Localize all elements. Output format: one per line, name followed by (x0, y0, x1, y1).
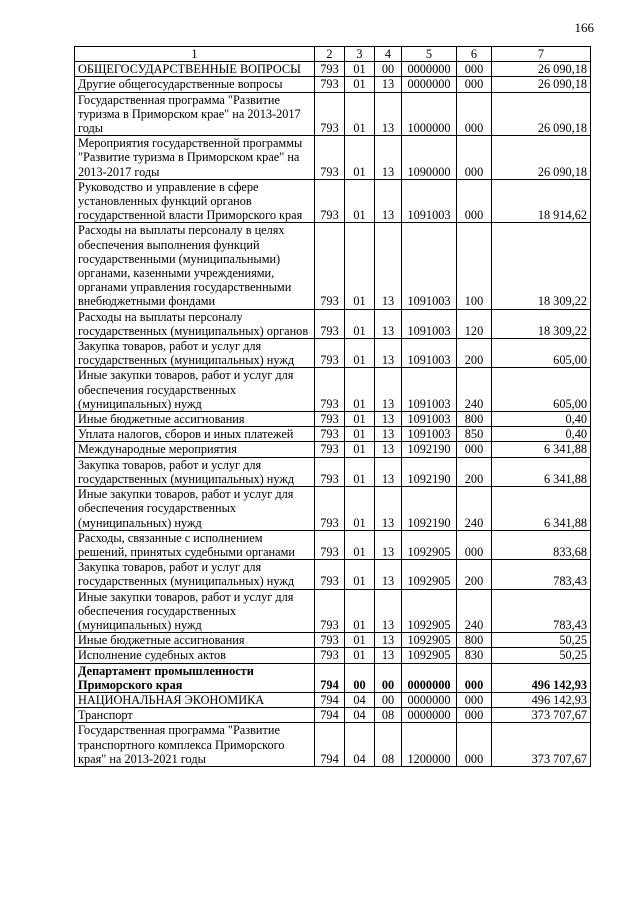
row-target-article: 1092190 (402, 487, 457, 531)
row-name: Закупка товаров, работ и услуг для государственных (муниципальных) нужд (75, 457, 315, 486)
table-row (75, 92, 591, 136)
row-amount: 18 309,22 (492, 223, 591, 309)
table-row (75, 309, 591, 338)
row-subsection-code: 08 (375, 708, 402, 723)
table-row (75, 457, 591, 486)
row-name: Руководство и управление в сфере установленных функций органов государственной власти Приморского края (75, 179, 315, 223)
row-ministry-code: 793 (315, 62, 345, 77)
row-section-code: 00 (345, 663, 375, 692)
table-row (75, 663, 591, 692)
row-ministry-code: 794 (315, 663, 345, 692)
row-subsection-code: 00 (375, 62, 402, 77)
row-amount: 496 142,93 (492, 663, 591, 692)
row-name: Расходы, связанные с исполнением решений, принятых судебными органами (75, 530, 315, 559)
row-section-code: 01 (345, 589, 375, 633)
row-subsection-code: 13 (375, 560, 402, 589)
row-amount: 26 090,18 (492, 62, 591, 77)
row-target-article: 1092905 (402, 589, 457, 633)
row-expense-type: 200 (457, 339, 492, 368)
row-target-article: 1091003 (402, 223, 457, 309)
row-expense-type: 000 (457, 136, 492, 180)
table-row (75, 427, 591, 442)
row-ministry-code: 793 (315, 339, 345, 368)
column-header: 6 (457, 47, 492, 62)
row-ministry-code: 793 (315, 427, 345, 442)
row-subsection-code: 13 (375, 77, 402, 92)
row-amount: 373 707,67 (492, 723, 591, 767)
table-row (75, 530, 591, 559)
row-target-article: 1092905 (402, 633, 457, 648)
page-number: 166 (574, 20, 594, 35)
row-subsection-code: 13 (375, 427, 402, 442)
table-row (75, 223, 591, 309)
row-ministry-code: 793 (315, 92, 345, 136)
row-name: Закупка товаров, работ и услуг для государственных (муниципальных) нужд (75, 560, 315, 589)
row-target-article: 1091003 (402, 179, 457, 223)
table-row (75, 692, 591, 707)
row-subsection-code: 00 (375, 663, 402, 692)
row-amount: 6 341,88 (492, 457, 591, 486)
row-amount: 783,43 (492, 560, 591, 589)
row-section-code: 01 (345, 457, 375, 486)
row-section-code: 01 (345, 309, 375, 338)
row-amount: 50,25 (492, 648, 591, 663)
row-subsection-code: 13 (375, 487, 402, 531)
row-amount: 26 090,18 (492, 92, 591, 136)
row-ministry-code: 793 (315, 487, 345, 531)
row-ministry-code: 793 (315, 530, 345, 559)
row-ministry-code: 793 (315, 77, 345, 92)
row-target-article: 1092905 (402, 560, 457, 589)
table-row (75, 589, 591, 633)
row-name: Мероприятия государственной программы "Развитие туризма в Приморском крае" на 2013-2017 годы (75, 136, 315, 180)
row-amount: 0,40 (492, 427, 591, 442)
row-ministry-code: 793 (315, 457, 345, 486)
row-expense-type: 240 (457, 589, 492, 633)
row-subsection-code: 13 (375, 412, 402, 427)
row-subsection-code: 13 (375, 223, 402, 309)
row-expense-type: 000 (457, 530, 492, 559)
row-amount: 783,43 (492, 589, 591, 633)
row-name: Международные мероприятия (75, 442, 315, 457)
table-row (75, 487, 591, 531)
row-name: Уплата налогов, сборов и иных платежей (75, 427, 315, 442)
row-section-code: 01 (345, 92, 375, 136)
row-expense-type: 120 (457, 309, 492, 338)
row-section-code: 01 (345, 648, 375, 663)
row-ministry-code: 793 (315, 179, 345, 223)
row-ministry-code: 793 (315, 309, 345, 338)
row-expense-type: 200 (457, 457, 492, 486)
row-subsection-code: 13 (375, 136, 402, 180)
row-section-code: 01 (345, 560, 375, 589)
row-amount: 6 341,88 (492, 442, 591, 457)
row-ministry-code: 793 (315, 633, 345, 648)
row-ministry-code: 793 (315, 560, 345, 589)
row-name: Иные бюджетные ассигнования (75, 633, 315, 648)
row-subsection-code: 13 (375, 530, 402, 559)
row-expense-type: 800 (457, 412, 492, 427)
row-target-article: 1091003 (402, 339, 457, 368)
row-target-article: 1090000 (402, 136, 457, 180)
row-expense-type: 000 (457, 179, 492, 223)
column-header: 5 (402, 47, 457, 62)
row-target-article: 0000000 (402, 663, 457, 692)
row-section-code: 01 (345, 427, 375, 442)
row-target-article: 0000000 (402, 62, 457, 77)
row-target-article: 1000000 (402, 92, 457, 136)
row-subsection-code: 00 (375, 692, 402, 707)
row-expense-type: 000 (457, 723, 492, 767)
row-amount: 26 090,18 (492, 136, 591, 180)
row-section-code: 01 (345, 179, 375, 223)
row-name: Государственная программа "Развитие транспортного комплекса Приморского края" на 2013-2021 годы (75, 723, 315, 767)
row-ministry-code: 793 (315, 589, 345, 633)
row-section-code: 04 (345, 708, 375, 723)
row-amount: 373 707,67 (492, 708, 591, 723)
row-expense-type: 830 (457, 648, 492, 663)
row-target-article: 0000000 (402, 77, 457, 92)
row-section-code: 01 (345, 339, 375, 368)
row-name: НАЦИОНАЛЬНАЯ ЭКОНОМИКА (75, 692, 315, 707)
row-section-code: 01 (345, 77, 375, 92)
row-target-article: 1091003 (402, 412, 457, 427)
row-name: Закупка товаров, работ и услуг для государственных (муниципальных) нужд (75, 339, 315, 368)
row-section-code: 01 (345, 633, 375, 648)
table-row (75, 442, 591, 457)
row-target-article: 0000000 (402, 708, 457, 723)
row-expense-type: 000 (457, 92, 492, 136)
row-ministry-code: 794 (315, 723, 345, 767)
row-name: Расходы на выплаты персоналу в целях обеспечения выполнения функций государственными (муниципальными) органами, казенными учреждениями, органами управления государственными внебюджетными фондами (75, 223, 315, 309)
row-subsection-code: 13 (375, 648, 402, 663)
row-subsection-code: 13 (375, 368, 402, 412)
row-expense-type: 800 (457, 633, 492, 648)
row-expense-type: 200 (457, 560, 492, 589)
row-name: Транспорт (75, 708, 315, 723)
row-amount: 18 914,62 (492, 179, 591, 223)
table-row (75, 77, 591, 92)
row-subsection-code: 13 (375, 457, 402, 486)
row-section-code: 04 (345, 692, 375, 707)
row-amount: 50,25 (492, 633, 591, 648)
header-row (75, 47, 591, 62)
row-amount: 833,68 (492, 530, 591, 559)
row-section-code: 01 (345, 136, 375, 180)
table-row (75, 633, 591, 648)
table-row (75, 368, 591, 412)
row-target-article: 1200000 (402, 723, 457, 767)
table-row (75, 339, 591, 368)
row-expense-type: 000 (457, 708, 492, 723)
row-name: Расходы на выплаты персоналу государственных (муниципальных) органов (75, 309, 315, 338)
row-name: ОБЩЕГОСУДАРСТВЕННЫЕ ВОПРОСЫ (75, 62, 315, 77)
row-ministry-code: 793 (315, 648, 345, 663)
row-name: Исполнение судебных актов (75, 648, 315, 663)
row-amount: 26 090,18 (492, 77, 591, 92)
row-subsection-code: 13 (375, 589, 402, 633)
row-expense-type: 100 (457, 223, 492, 309)
row-ministry-code: 793 (315, 136, 345, 180)
row-expense-type: 000 (457, 77, 492, 92)
row-name: Другие общегосударственные вопросы (75, 77, 315, 92)
row-name: Иные закупки товаров, работ и услуг для обеспечения государственных (муниципальных) нужд (75, 368, 315, 412)
row-name: Иные бюджетные ассигнования (75, 412, 315, 427)
row-ministry-code: 793 (315, 223, 345, 309)
column-header: 3 (345, 47, 375, 62)
row-name: Иные закупки товаров, работ и услуг для обеспечения государственных (муниципальных) нужд (75, 487, 315, 531)
row-section-code: 01 (345, 442, 375, 457)
row-amount: 18 309,22 (492, 309, 591, 338)
row-ministry-code: 794 (315, 708, 345, 723)
row-target-article: 1092190 (402, 457, 457, 486)
row-target-article: 1092905 (402, 530, 457, 559)
row-section-code: 01 (345, 530, 375, 559)
row-target-article: 1091003 (402, 427, 457, 442)
row-target-article: 1091003 (402, 309, 457, 338)
row-expense-type: 000 (457, 692, 492, 707)
row-expense-type: 000 (457, 62, 492, 77)
row-expense-type: 240 (457, 368, 492, 412)
row-subsection-code: 13 (375, 442, 402, 457)
column-header: 1 (75, 47, 315, 62)
row-expense-type: 850 (457, 427, 492, 442)
row-target-article: 1092905 (402, 648, 457, 663)
row-expense-type: 000 (457, 442, 492, 457)
row-name: Иные закупки товаров, работ и услуг для обеспечения государственных (муниципальных) нужд (75, 589, 315, 633)
row-target-article: 0000000 (402, 692, 457, 707)
table-row (75, 648, 591, 663)
row-subsection-code: 13 (375, 633, 402, 648)
table-row (75, 560, 591, 589)
row-amount: 605,00 (492, 339, 591, 368)
row-ministry-code: 794 (315, 692, 345, 707)
row-amount: 0,40 (492, 412, 591, 427)
row-subsection-code: 13 (375, 309, 402, 338)
row-section-code: 01 (345, 412, 375, 427)
row-subsection-code: 13 (375, 179, 402, 223)
table-row (75, 179, 591, 223)
table-row (75, 708, 591, 723)
row-amount: 6 341,88 (492, 487, 591, 531)
row-amount: 605,00 (492, 368, 591, 412)
row-section-code: 01 (345, 223, 375, 309)
row-section-code: 01 (345, 487, 375, 531)
column-header: 7 (492, 47, 591, 62)
row-amount: 496 142,93 (492, 692, 591, 707)
row-ministry-code: 793 (315, 412, 345, 427)
row-ministry-code: 793 (315, 368, 345, 412)
table-row (75, 62, 591, 77)
column-header: 2 (315, 47, 345, 62)
row-section-code: 01 (345, 368, 375, 412)
row-target-article: 1091003 (402, 368, 457, 412)
row-subsection-code: 08 (375, 723, 402, 767)
row-subsection-code: 13 (375, 339, 402, 368)
row-target-article: 1092190 (402, 442, 457, 457)
row-subsection-code: 13 (375, 92, 402, 136)
row-section-code: 01 (345, 62, 375, 77)
column-header: 4 (375, 47, 402, 62)
table-row (75, 136, 591, 180)
row-name: Департамент промышленности Приморского края (75, 663, 315, 692)
row-section-code: 04 (345, 723, 375, 767)
table-row (75, 723, 591, 767)
row-expense-type: 240 (457, 487, 492, 531)
budget-table (74, 46, 591, 767)
table-row (75, 412, 591, 427)
row-ministry-code: 793 (315, 442, 345, 457)
row-expense-type: 000 (457, 663, 492, 692)
row-name: Государственная программа "Развитие туризма в Приморском крае" на 2013-2017 годы (75, 92, 315, 136)
